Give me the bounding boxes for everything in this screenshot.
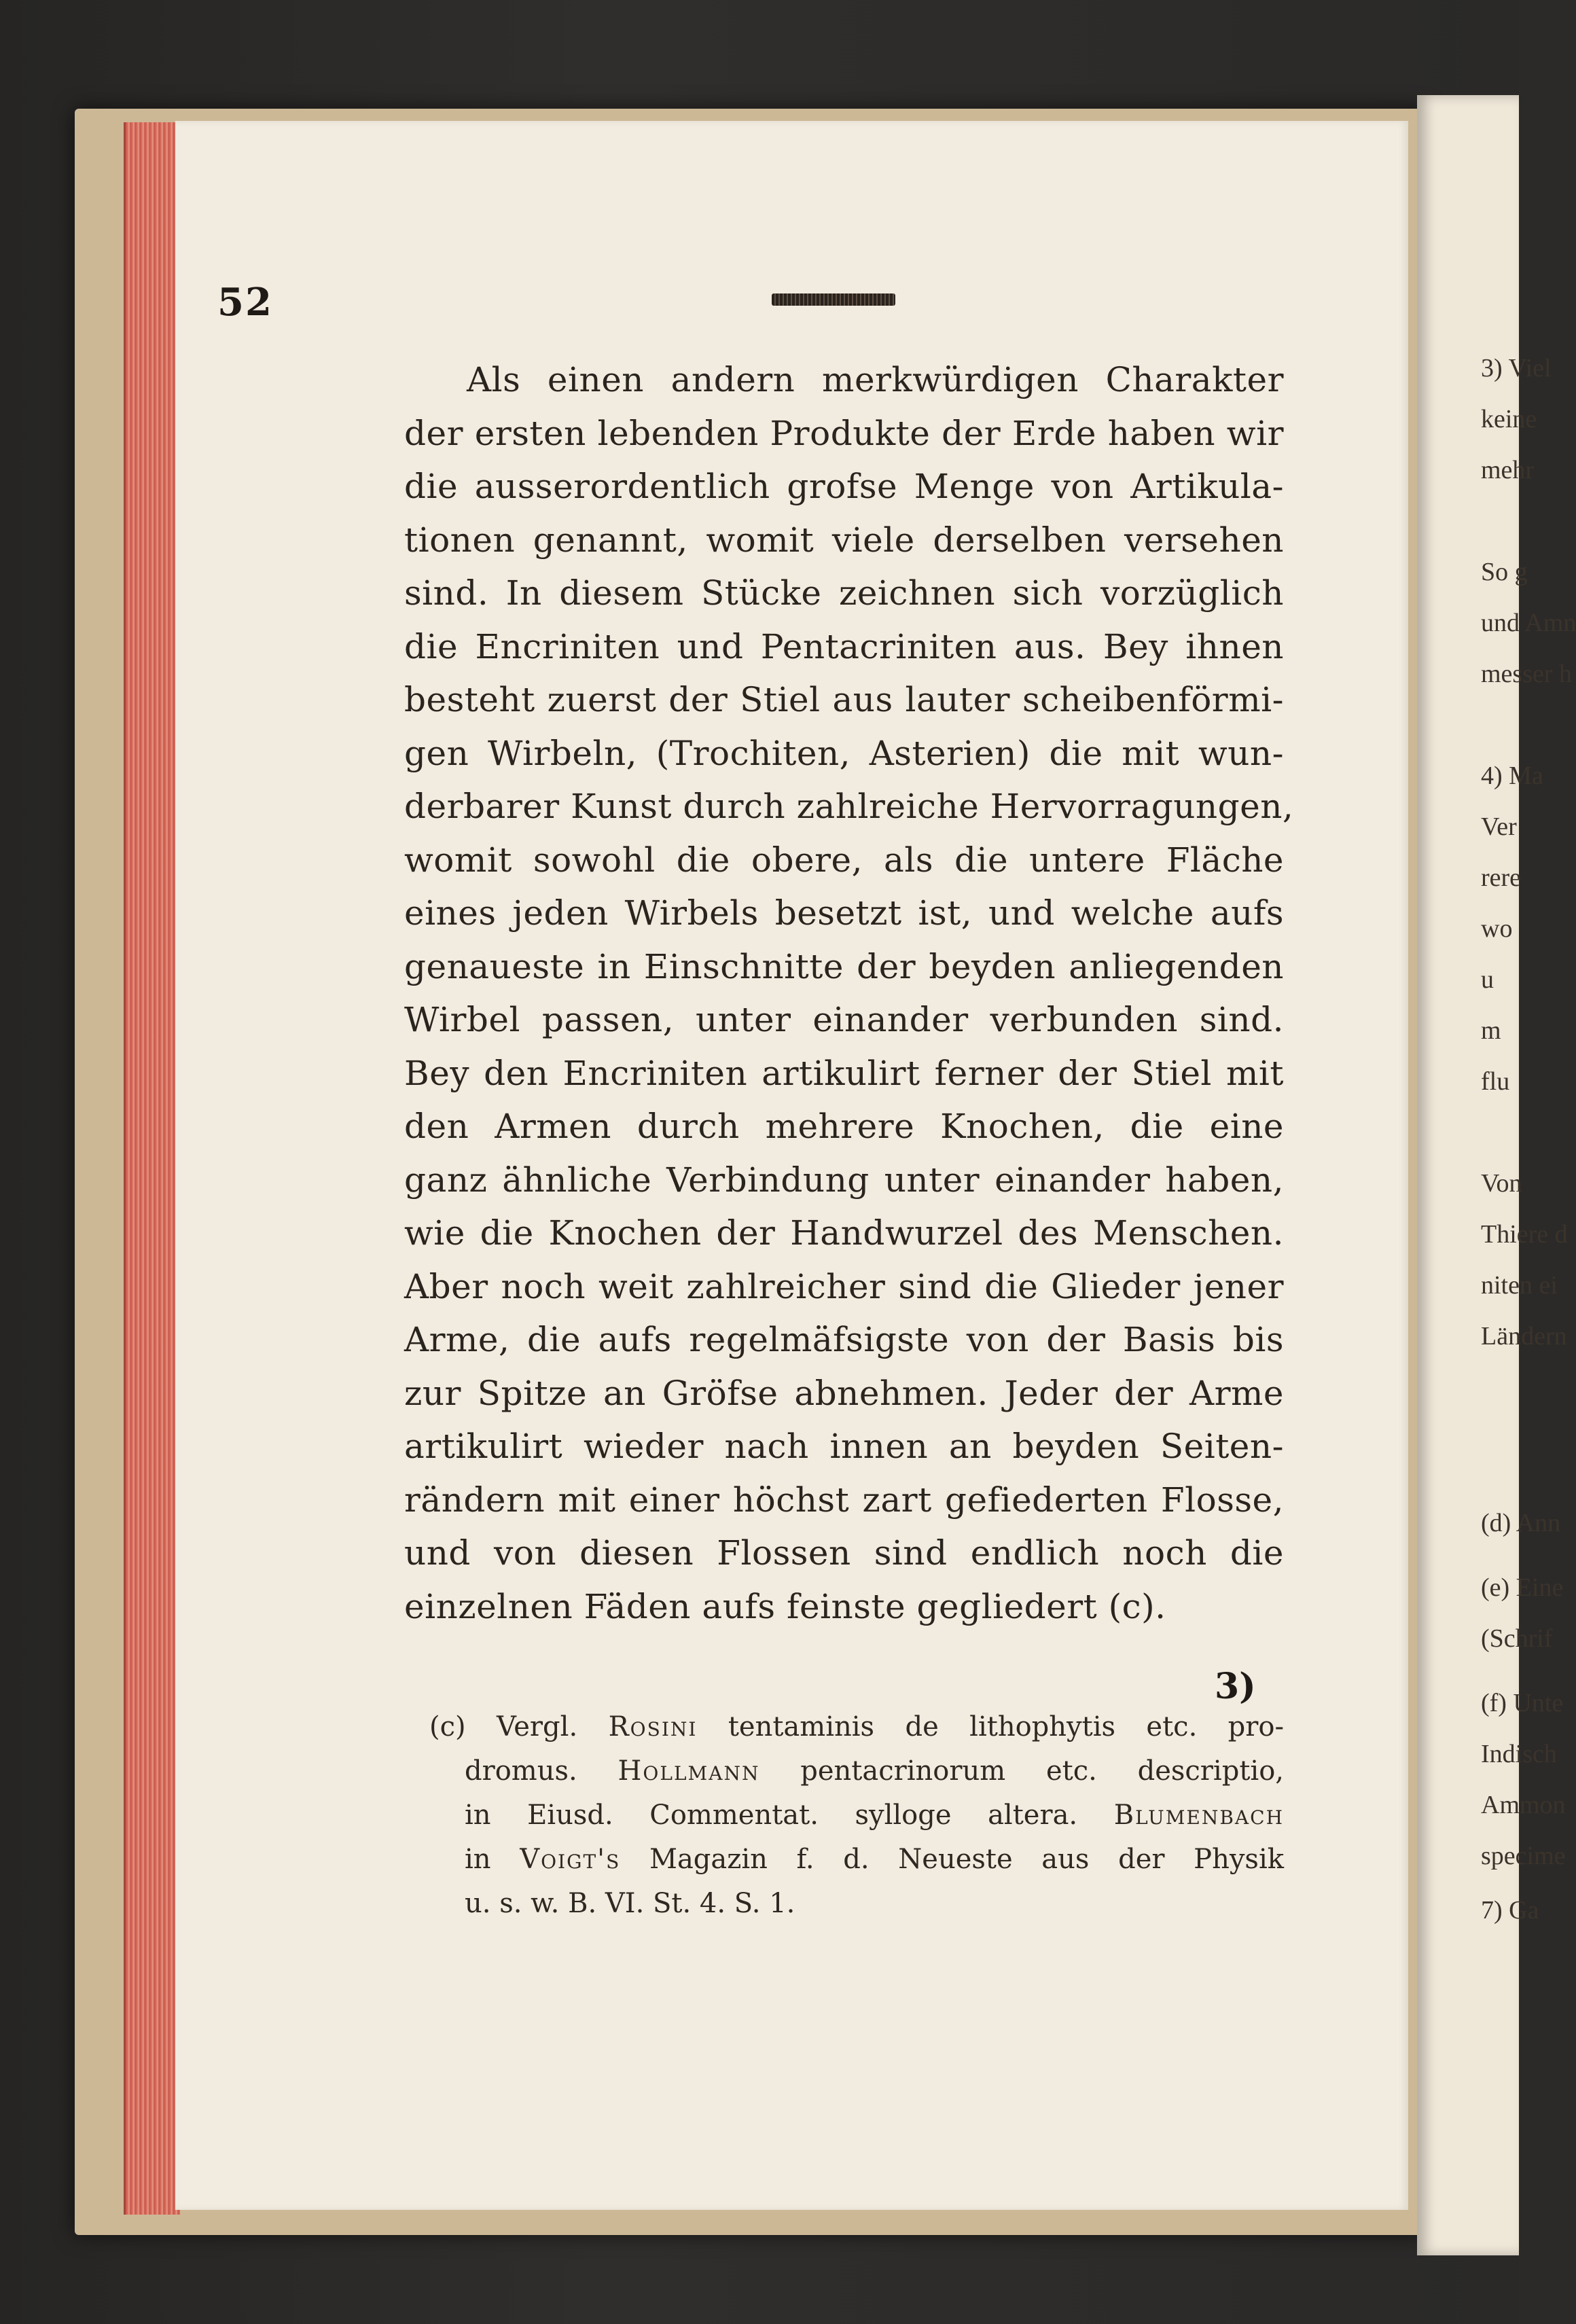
facing-fragment: niten ei [1481, 1271, 1558, 1300]
text-line: genaueste in Einschnitte der beyden anliegenden [404, 946, 1284, 986]
footnote-line: u. s. w. B. VI. St. 4. S. 1. [465, 1888, 795, 1919]
facing-fragment: u [1481, 965, 1494, 994]
text-line: ganz ähnliche Verbindung unter einander haben, [404, 1160, 1284, 1200]
text-line: wie die Knochen der Handwurzel des Menschen. [404, 1213, 1284, 1253]
text-line: besteht zuerst der Stiel aus lauter scheibenförmi- [404, 680, 1284, 719]
facing-fragment: 7) Ga [1481, 1896, 1539, 1925]
text-line: Wirbel passen, unter einander verbunden sind. [404, 1000, 1284, 1039]
facing-fragment: Indisch [1481, 1740, 1557, 1768]
body-paragraph [404, 353, 1294, 1633]
header-ornament-rule [772, 293, 895, 306]
text-line: den Armen durch mehrere Knochen, die eine [404, 1107, 1284, 1146]
text-line: sind. In diesem Stücke zeichnen sich vorzüglich [404, 573, 1284, 613]
facing-fragment: mehr [1481, 456, 1535, 484]
footnote-line: in Eiusd. Commentat. sylloge altera. Blumenbach [465, 1800, 1284, 1831]
facing-fragment: keine [1481, 405, 1537, 433]
facing-fragment: 4) Ma [1481, 762, 1543, 790]
text-line: die Encriniten und Pentacriniten aus. Bey ihnen [404, 626, 1284, 666]
text-line: Arme, die aufs regelmäfsigste von der Basis bis [404, 1320, 1284, 1359]
facing-fragment: wo [1481, 914, 1513, 943]
author-name: Rosini [608, 1711, 698, 1742]
footnote-line: (c) Vergl. Rosini tentaminis de lithophytis etc. pro- [429, 1711, 1285, 1742]
facing-fragment: messer h [1481, 660, 1573, 688]
text-line: und von diesen Flossen sind endlich noch die [404, 1533, 1284, 1573]
page-number: 52 [217, 280, 273, 325]
footnote-marker: (c) [429, 1711, 466, 1742]
facing-fragment: (d) Ann [1481, 1509, 1561, 1537]
facing-fragment: (Schrif [1481, 1624, 1553, 1653]
facing-page-edge [1417, 95, 1576, 2255]
text-line: artikulirt wieder nach innen an beyden Seiten- [404, 1427, 1284, 1466]
facing-fragment: specime [1481, 1842, 1566, 1870]
facing-fragment: Ländern [1481, 1322, 1567, 1351]
author-name: Hollmann [617, 1755, 760, 1787]
footnote-c [429, 1705, 1284, 1926]
text-line: tionen genannt, womit viele derselben versehen [404, 520, 1284, 560]
author-name: Voigt's [520, 1844, 621, 1875]
text-line: der ersten lebenden Produkte der Erde haben wir [404, 413, 1284, 453]
text-line: eines jeden Wirbels besetzt ist, und welche aufs [404, 893, 1284, 933]
text-line: zur Spitze an Gröfse abnehmen. Jeder der Arme [404, 1373, 1284, 1413]
facing-fragment: flu [1481, 1067, 1510, 1096]
footnote-line: in Voigt's Magazin f. d. Neueste aus der Physik [465, 1844, 1284, 1875]
text-line: derbarer Kunst durch zahlreiche Hervorragungen, [404, 787, 1294, 826]
facing-fragment: m [1481, 1016, 1501, 1045]
facing-fragment: So g [1481, 558, 1528, 586]
facing-fragment: (e) Eine [1481, 1573, 1564, 1602]
facing-fragment: Thiere d [1481, 1220, 1568, 1249]
facing-fragment: Ammon [1481, 1791, 1566, 1819]
facing-fragment: und Amn [1481, 609, 1576, 637]
text-line: rändern mit einer höchst zart gefiederten Flosse, [404, 1480, 1284, 1520]
footnote-line: dromus. Hollmann pentacrinorum etc. descriptio, [465, 1755, 1284, 1787]
text-line: einzelnen Fäden aufs feinste gegliedert (c). [404, 1586, 1166, 1626]
facing-fragment: rere [1481, 863, 1522, 892]
facing-fragment: (f) Unte [1481, 1689, 1564, 1717]
text-line: die ausserordentlich grofse Menge von Artikula- [404, 467, 1284, 506]
facing-fragment: Ver [1481, 812, 1517, 841]
text-line: Bey den Encriniten artikulirt ferner der Stiel mit [404, 1053, 1284, 1093]
text-line: womit sowohl die obere, als die untere Fläche [404, 840, 1284, 880]
catchword: 3) [1215, 1666, 1256, 1707]
author-name: Blumenbach [1113, 1800, 1284, 1831]
text-line: Als einen andern merkwürdigen Charakter [467, 360, 1284, 399]
text-line: Aber noch weit zahlreicher sind die Glieder jener [404, 1266, 1284, 1306]
facing-fragment: Von [1481, 1169, 1522, 1198]
text-line: gen Wirbeln, (Trochiten, Asterien) die mit wun- [404, 733, 1284, 773]
facing-fragment: 3) Viel [1481, 354, 1552, 382]
page-edges [124, 122, 180, 2215]
